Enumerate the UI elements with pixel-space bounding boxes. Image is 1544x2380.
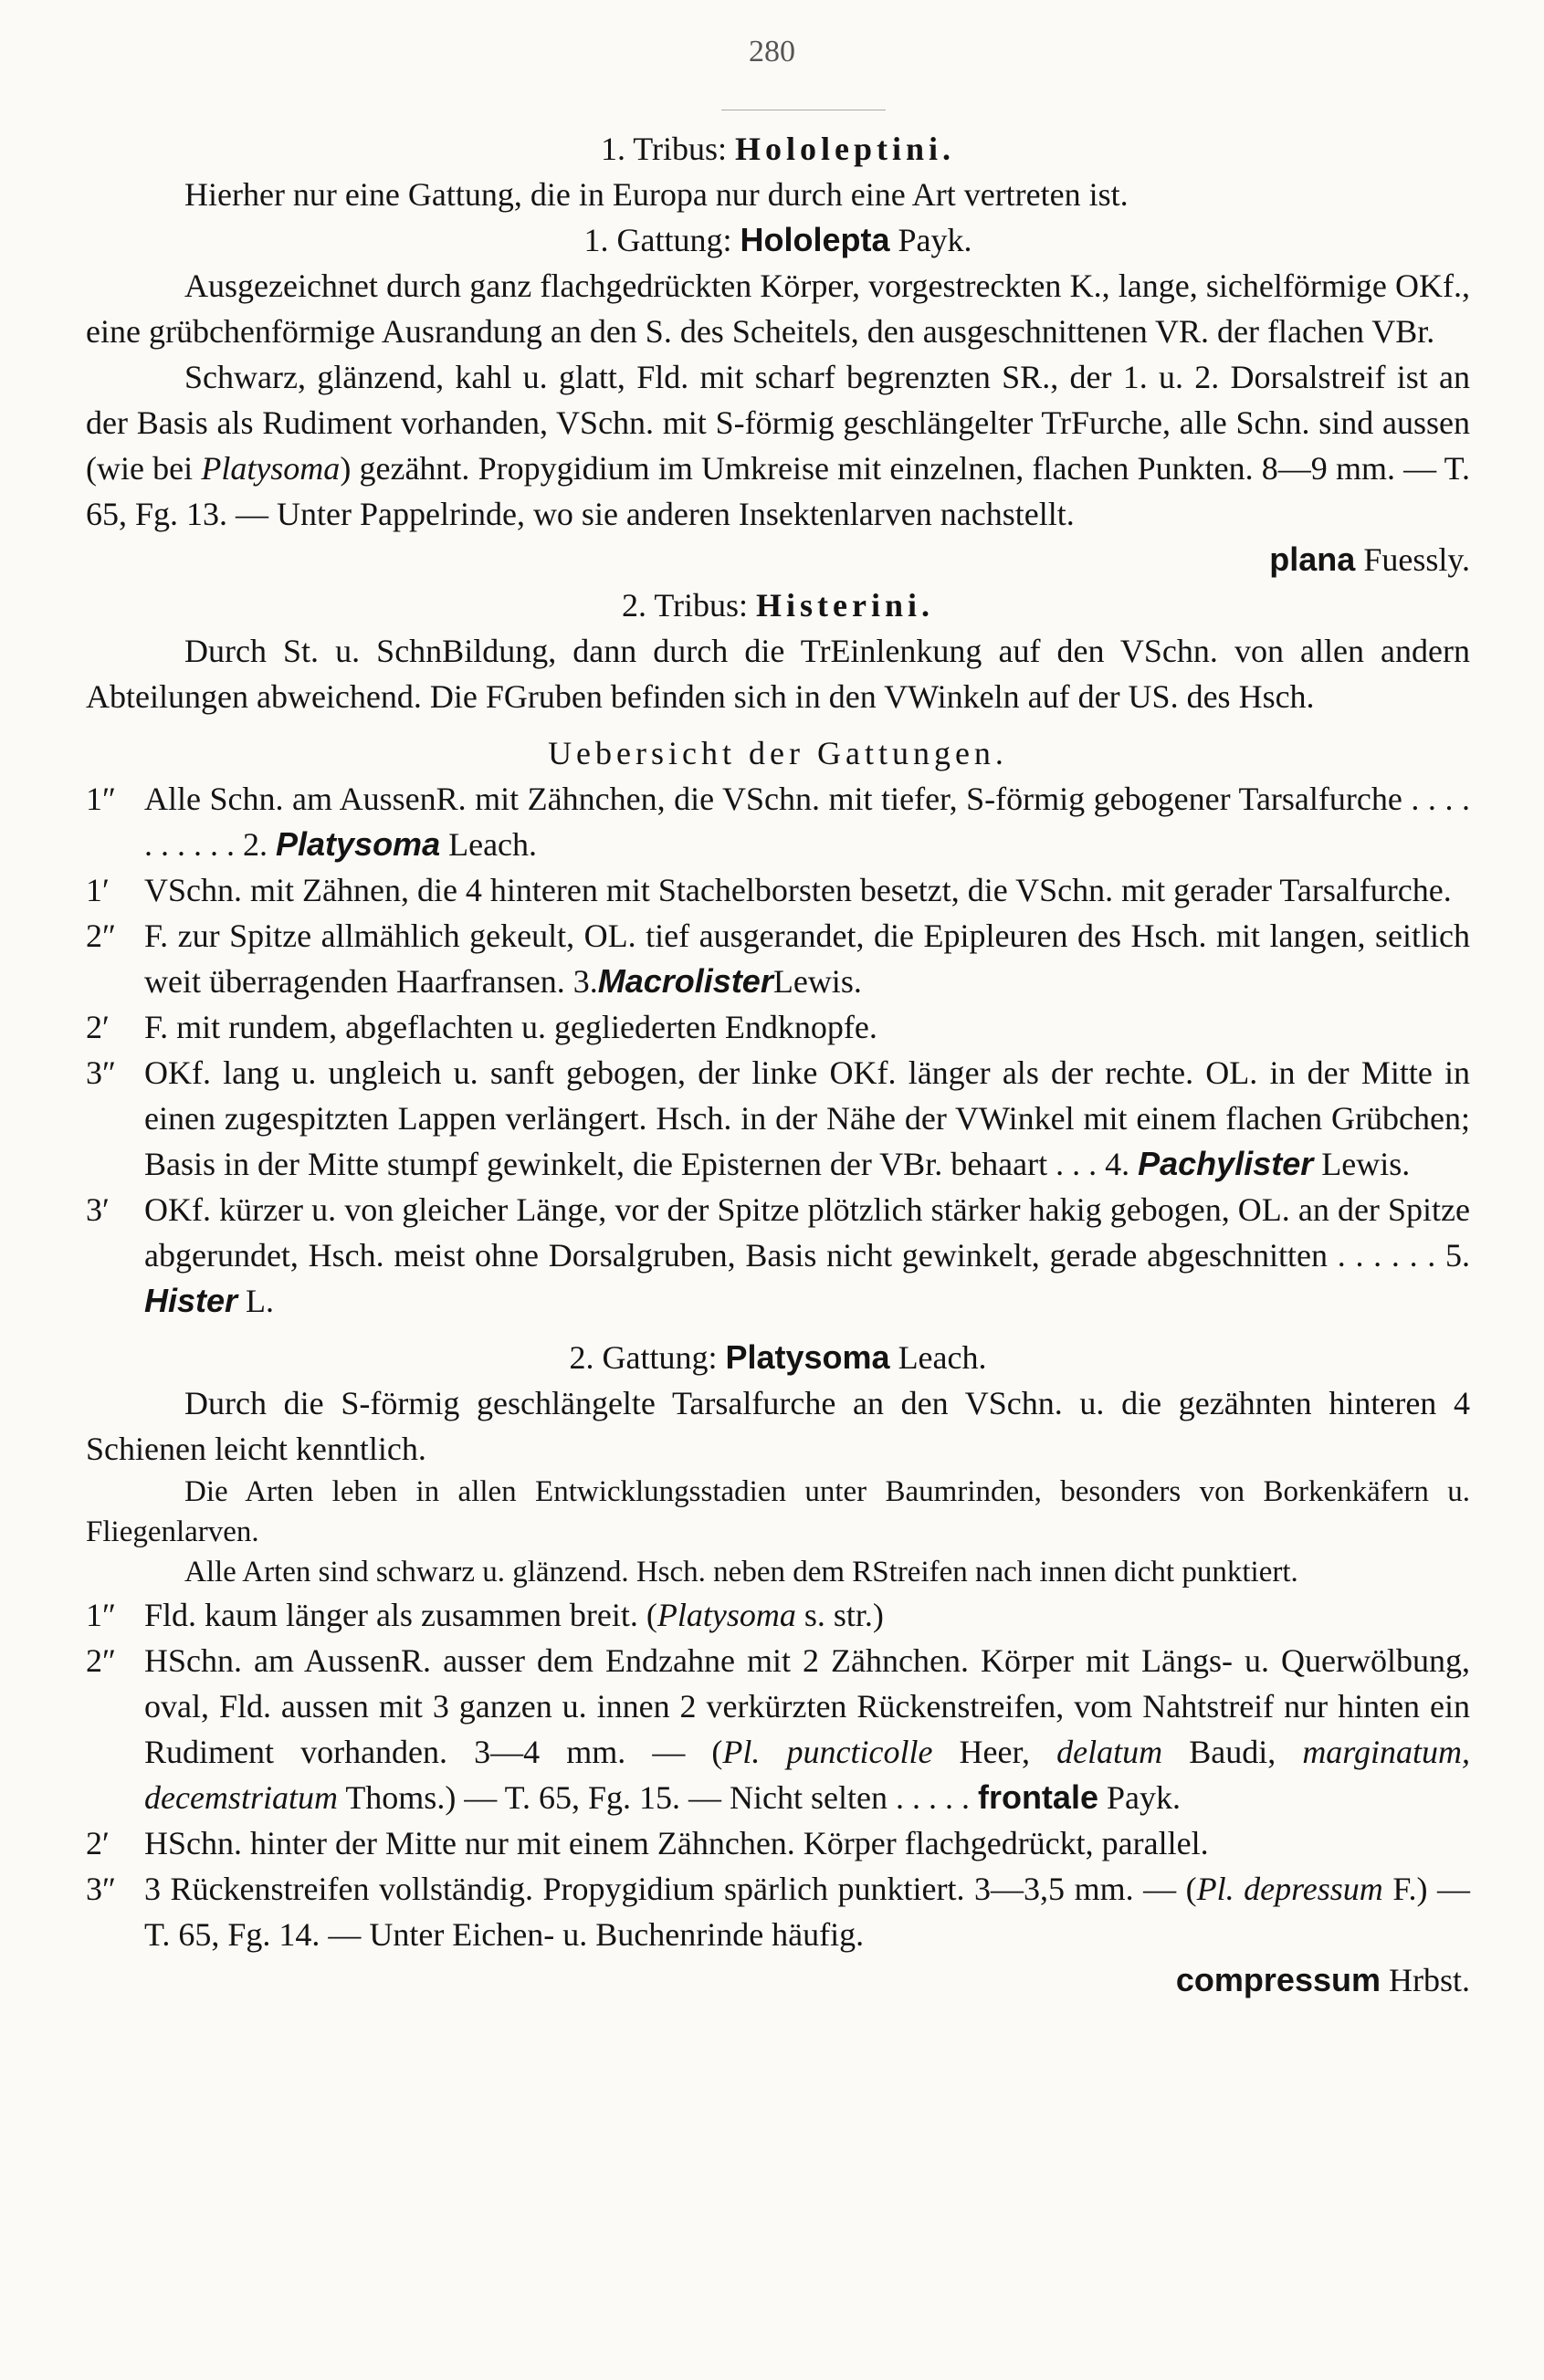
key-text [144, 1050, 1470, 1187]
key-text-b: s. str.) [795, 1597, 884, 1633]
species-frontale-name: frontale [977, 1778, 1098, 1816]
key-result-author: Lewis. [772, 963, 862, 1000]
key-result-genus: Pachylister [1138, 1145, 1314, 1182]
key-result-number: 2. [243, 826, 268, 863]
genus-2-name: Platysoma [725, 1338, 890, 1376]
tribe-2-name: Histerini. [756, 587, 935, 624]
key-text [144, 1638, 1470, 1820]
species-plana [86, 537, 1470, 582]
key-text-body: VSchn. mit Zähnen, die 4 hinteren mit Stachelborsten besetzt, die VSchn. mit gerader Tarsalfurche. [144, 872, 1452, 908]
genus-2-coloration: Alle Arten sind schwarz u. glänzend. Hsch. neben dem RStreifen nach innen dicht punktiert. [184, 1556, 1298, 1588]
key-number: 1′ [86, 872, 110, 908]
key-number: 1″ [86, 1597, 116, 1633]
species-key-entry [86, 1592, 1470, 1638]
tribe-1-heading [86, 126, 1470, 172]
page-content [86, 126, 1470, 2003]
key-text-body: Alle Schn. am AussenR. mit Zähnchen, die VSchn. mit tiefer, S-förmig gebogener Tarsalfurche . . . . . . . . . . [144, 781, 1470, 863]
key-text-italic-2: delatum [1056, 1734, 1163, 1770]
key-text [144, 867, 1470, 913]
key-text-c: Baudi, [1162, 1734, 1303, 1770]
key-number: 2′ [86, 1825, 110, 1861]
key-text-a: HSchn. hinter der Mitte nur mit einem Zähnchen. Körper flachgedrückt, parallel. [144, 1825, 1209, 1861]
key-result-number: 5. [1445, 1237, 1471, 1274]
genus-2-description: Durch die S-förmig geschlängelte Tarsalfurche an den VSchn. u. die gezähnten hinteren 4 Schienen leicht kenntlich. [86, 1385, 1470, 1467]
species-plana-name: plana [1269, 540, 1356, 578]
key-entry [86, 913, 1470, 1004]
key-number: 2″ [86, 917, 116, 954]
key-text-italic: Pl. depressum [1196, 1871, 1383, 1907]
key-number: 2′ [86, 1009, 110, 1045]
key-text [144, 1187, 1470, 1324]
key-text-body: OKf. kürzer u. von gleicher Länge, vor der Spitze plötzlich stärker hakig gebogen, OL. an der Spitze abgerundet, Hsch. meist ohne Dorsalgruben, Basis nicht gewinkelt, gerade abgeschnitten . . . . . . [144, 1191, 1470, 1274]
key-text-a: 3 Rückenstreifen vollständig. Propygidium spärlich punktiert. 3—3,5 mm. — ( [144, 1871, 1197, 1907]
genus-1-details-b: ) gezähnt. Propygidium im Umkreise mit einzelnen, flachen Punkten. 8—9 mm. — T. 65, Fg. 13. — Unter Pappelrinde, wo sie anderen Insektenlarven nachstellt. [86, 450, 1470, 532]
tribe-2-heading [86, 582, 1470, 628]
key-text [144, 1866, 1470, 1957]
key-result-number: 3. [572, 963, 598, 1000]
tribe-2-intro: Durch St. u. SchnBildung, dann durch die TrEinlenkung auf den VSchn. von allen andern Abteilungen abweichend. Die FGruben befinden sich in den VWinkeln auf der US. des Hsch. [86, 633, 1470, 715]
species-key [86, 1592, 1470, 2003]
species-compressum [86, 1957, 1470, 2003]
species-compressum-name: compressum [1175, 1961, 1381, 1998]
genus-2-author: Leach. [898, 1339, 987, 1376]
genus-key [86, 776, 1470, 1324]
genus-1-prefix: 1. Gattung: [583, 222, 732, 258]
genus-2-habitat: Die Arten leben in allen Entwicklungsstadien unter Baumrinden, besonders von Borkenkäfern u. Fliegenlarven. [86, 1475, 1470, 1548]
genus-1-name: Hololepta [740, 221, 890, 258]
species-plana-author: Fuessly. [1363, 541, 1470, 578]
tribe-2-prefix: 2. Tribus: [621, 587, 749, 624]
key-text-body: F. zur Spitze allmählich gekeult, OL. tief ausgerandet, die Epipleuren des Hsch. mit langen, seitlich weit überragenden Haarfransen. [144, 917, 1470, 1000]
tribe-1-prefix: 1. Tribus: [600, 131, 728, 167]
key-number: 1″ [86, 781, 116, 817]
species-key-entry [86, 1866, 1470, 1957]
key-result-genus: Hister [144, 1282, 238, 1319]
key-text-body: OKf. lang u. ungleich u. sanft gebogen, der linke OKf. länger als der rechte. OL. in der Mitte in einen zugespitzten Lappen verlängert. Hsch. in der Nähe der VWinkel mit einem flachen Grübchen; Basis in der Mitte stumpf gewinkelt, die Episternen der VBr. behaart . . . [144, 1054, 1470, 1182]
key-number: 3′ [86, 1191, 110, 1228]
species-frontale-author: Payk. [1106, 1779, 1181, 1816]
key-number: 2″ [86, 1642, 116, 1679]
key-result-author: Lewis. [1321, 1146, 1411, 1182]
genus-2-heading [86, 1335, 1470, 1380]
genus-1-description: Ausgezeichnet durch ganz flachgedrückten Körper, vorgestreckten K., lange, sichelförmige OKf., eine grübchenförmige Ausrandung an den S. des Scheitels, den ausgeschnittenen VR. der flachen VBr. [86, 267, 1470, 350]
key-result-author: L. [246, 1283, 275, 1319]
key-text-italic: Platysoma [656, 1597, 796, 1633]
key-text-italic-3: marginatum, decemstriatum [144, 1734, 1470, 1816]
key-text-b: F.) — T. 65, Fg. 14. — Unter Eichen- u. Buchenrinde häufig. [144, 1871, 1470, 1953]
key-text [144, 913, 1470, 1004]
key-number: 3″ [86, 1054, 116, 1091]
overview-title: Uebersicht der Gattungen. [548, 735, 1008, 771]
key-text-body: F. mit rundem, abgeflachten u. gegliederten Endknopfe. [144, 1009, 877, 1045]
tribe-1-intro: Hierher nur eine Gattung, die in Europa nur durch eine Art vertreten ist. [184, 176, 1129, 213]
key-text-b: Heer, [932, 1734, 1057, 1770]
genus-1-heading [86, 217, 1470, 263]
key-entry [86, 1004, 1470, 1050]
key-entry [86, 1187, 1470, 1324]
key-text [144, 1820, 1470, 1866]
key-entry [86, 1050, 1470, 1187]
key-text-d: Thoms.) — T. 65, Fg. 15. — Nicht selten . . . . . [337, 1779, 970, 1816]
genus-1-details-a: Schwarz, glänzend, kahl u. glatt, Fld. mit scharf begrenzten SR., der 1. u. 2. Dorsalstreif ist an der Basis als Rudiment vorhanden, VSchn. mit S-förmig geschlängelter TrFurche, alle Schn. sind aussen (wie bei [86, 359, 1470, 487]
genus-1-details-italic: Platysoma [201, 450, 341, 487]
key-text [144, 1592, 1470, 1638]
species-key-entry [86, 1820, 1470, 1866]
key-text-a: HSchn. am AussenR. ausser dem Endzahne mit 2 Zähnchen. Körper mit Längs- u. Querwölbung, oval, Fld. aussen mit 3 ganzen u. innen 2 verkürzten Rückenstreifen, vom Nahtstreif nur hinten ein Rudiment vorhanden. 3—4 mm. — ( [144, 1642, 1470, 1770]
key-result-genus: Platysoma [276, 825, 441, 863]
genus-1-author: Payk. [898, 222, 972, 258]
species-key-entry [86, 1638, 1470, 1820]
key-entry [86, 776, 1470, 867]
genus-2-prefix: 2. Gattung: [569, 1339, 718, 1376]
tribe-1-name: Hololeptini. [735, 131, 956, 167]
key-result-genus: Macrolister [597, 962, 773, 1000]
genus-1-details [86, 354, 1470, 537]
key-text [144, 1004, 1470, 1050]
page-number: 280 [749, 35, 795, 68]
key-entry [86, 867, 1470, 913]
key-text-italic: Pl. puncticolle [722, 1734, 933, 1770]
key-result-number: 4. [1105, 1146, 1130, 1182]
species-compressum-author: Hrbst. [1389, 1962, 1470, 1998]
key-number: 3″ [86, 1871, 116, 1907]
key-text-a: Fld. kaum länger als zusammen breit. ( [144, 1597, 657, 1633]
key-text [144, 776, 1470, 867]
key-result-author: Leach. [448, 826, 538, 863]
